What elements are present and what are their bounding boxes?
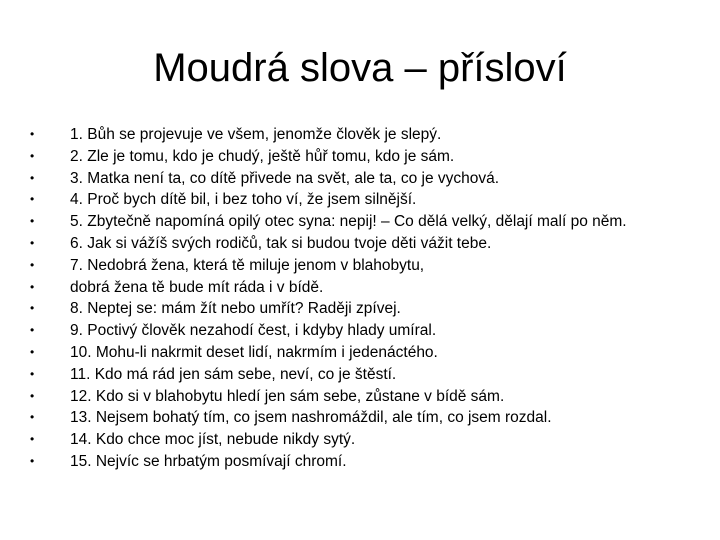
list-item-text: 8. Neptej se: mám žít nebo umřít? Raději zpívej. [70,300,401,318]
list-item-text: 9. Poctivý člověk nezahodí čest, i kdyby hlady umíral. [70,322,437,340]
list-item [30,233,710,255]
list-item-text: dobrá žena tě bude mít ráda i v bídě. [70,278,324,296]
list-item-text: 14. Kdo chce moc jíst, nebude nikdy sytý. [70,431,356,449]
list-item-text: 10. Mohu-li nakrmit deset lidí, nakrmím i jedenáctého. [70,343,438,361]
list-item-text: 5. Zbytečně napomíná opilý otec syna: nepij! – Co dělá velký, dělají malí po něm. [70,213,627,231]
list-item [30,211,710,233]
bullet-icon: • [30,453,35,468]
bullet-icon: • [30,279,35,294]
bullet-icon: • [30,366,35,381]
bullet-icon: • [30,214,35,229]
list-item [30,277,710,299]
list-item-text: 11. Kdo má rád jen sám sebe, neví, co je štěstí. [70,365,397,383]
bullet-icon: • [30,148,35,163]
list-item [30,124,710,146]
bullet-icon: • [30,301,35,316]
list-item [30,146,710,168]
bullet-icon: • [30,432,35,447]
list-item-text: 15. Nejvíc se hrbatým posmívají chromí. [70,452,347,470]
list-item-text: 3. Matka není ta, co dítě přivede na svět, ale ta, co je vychová. [70,169,500,187]
list-item-text: 2. Zle je tomu, kdo je chudý, ještě hůř tomu, kdo je sám. [70,147,455,165]
list-item-text: 7. Nedobrá žena, která tě miluje jenom v blahobytu, [70,256,425,274]
list-item [30,298,710,320]
bullet-icon: • [30,323,35,338]
proverb-list [30,124,710,473]
list-item [30,364,710,386]
bullet-icon: • [30,344,35,359]
list-item [30,342,710,364]
list-item [30,168,710,190]
bullet-icon: • [30,170,35,185]
bullet-icon: • [30,257,35,272]
list-item [30,386,710,408]
list-item-text: 13. Nejsem bohatý tím, co jsem nashromáždil, ale tím, co jsem rozdal. [70,409,552,427]
list-item-text: 6. Jak si vážíš svých rodičů, tak si budou tvoje děti vážit tebe. [70,234,492,252]
list-item [30,320,710,342]
list-item [30,255,710,277]
bullet-icon: • [30,127,35,141]
list-item [30,407,710,429]
bullet-icon: • [30,235,35,250]
bullet-icon: • [30,192,35,207]
list-item [30,451,710,473]
bullet-icon: • [30,410,35,425]
list-item-text: 1. Bůh se projevuje ve všem, jenomže člověk je slepý. [70,126,442,143]
slide-title: Moudrá slova – přísloví [153,46,567,90]
list-item-text: 12. Kdo si v blahobytu hledí jen sám sebe, zůstane v bídě sám. [70,387,505,405]
list-item [30,429,710,451]
bullet-icon: • [30,388,35,403]
list-item-text: 4. Proč bych dítě bil, i bez toho ví, že jsem silnější. [70,191,417,209]
list-item [30,189,710,211]
